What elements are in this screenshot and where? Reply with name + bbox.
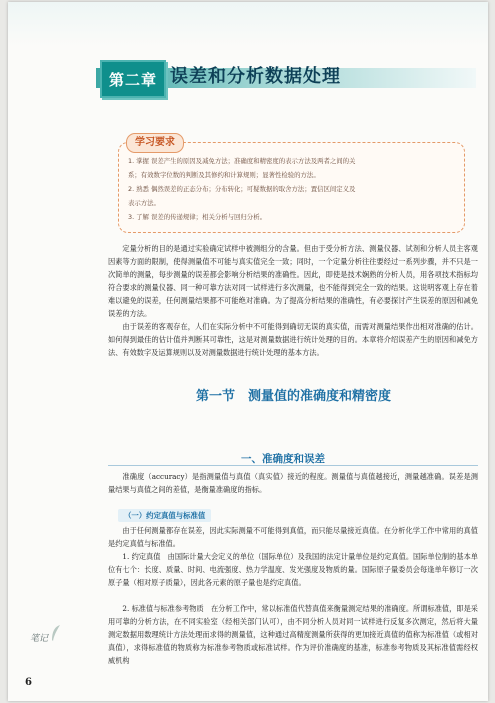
chapter-number: 第二章 <box>108 70 157 89</box>
chapter-title: 误差和分析数据处理 <box>170 66 341 87</box>
true-value-paragraph: 由于任何测量都存在误差，因此实际测量不可能得到真值，而只能尽量接近真值。在分析化学工作中常用的真值是约定真值与标准值。 <box>108 526 478 548</box>
notes-label: 笔记 <box>30 634 49 644</box>
feather-icon <box>50 624 62 642</box>
requirement-line: 系；有效数字位数的判断及其修约和计算规则；显著性检验的方法。 <box>128 171 320 179</box>
learning-requirements-tag: 学习要求 <box>126 133 184 153</box>
chapter-number-box <box>100 60 166 98</box>
requirement-line: 表示方法。 <box>128 199 160 207</box>
page-header-band <box>8 2 488 46</box>
accuracy-paragraph: 准确度（accuracy）是指测量值与真值（真实值）接近的程度。测量值与真值越接近，测量越准确。误差是测量结果与真值之间的差值，是衡量准确度的指标。 <box>108 472 478 494</box>
conventional-true-value-paragraph: 1. 约定真值 由国际计量大会定义的单位（国际单位）及我国的法定计量单位是约定真值。国际单位制的基本单位有七个：长度、质量、时间、电流强度、热力学温度、发光强度及物质的量。国际原子量委员会每逢单年修订一次原子量（相对原子质量），因此各元素的原子量也是约定真值。 <box>108 552 478 587</box>
textbook-page <box>8 2 488 701</box>
section-title: 第一节 测量值的准确度和精密度 <box>196 389 392 404</box>
subsection-divider <box>108 465 478 466</box>
page-number: 6 <box>25 677 32 688</box>
standard-value-paragraph: 2. 标准值与标准参考物质 在分析工作中，常以标准值代替真值来衡量测定结果的准确度。所谓标准值，即是采用可靠的分析方法，在不同实验室（经相关部门认可），由不同分析人员对同一试样进行反复多次测定，然后将大量测定数据用数理统计方法处理而求得的测量值，这种通过高精度测量所获得的更加接近真值的值称为标准值（或相对真值），求得标准值的物质称为标准参考物质或标准试样。作为评价准确度的基准，标准参考物质及其标准值需经权威机构 <box>108 604 478 665</box>
requirement-line: 1. 掌握 误差产生的原因及减免方法；准确度和精密度的表示方法及两者之间的关 <box>128 157 356 165</box>
subsection-title: 一、准确度和误差 <box>241 453 325 465</box>
requirement-line: 2. 熟悉 偶然误差的正态分布；分布转化；可疑数据的取舍方法；置信区间定义及 <box>128 185 356 193</box>
minor-heading: （一）约定真值与标准值 <box>118 509 211 522</box>
requirement-line: 3. 了解 误差的传递规律；相关分析与回归分析。 <box>128 213 266 221</box>
intro-paragraph-2: 由于误差的客观存在，人们在实际分析中不可能得到确切无误的真实值，而需对测量结果作出相对准确的估计。如何得到最佳的估计值并判断其可靠性，这是对测量数据进行统计处理的目的。本章将介绍误差产生的原因和减免方法、有效数字及运算规则以及对测量数据进行统计处理的基本方法。 <box>108 322 478 357</box>
intro-paragraph-1: 定量分析的目的是通过实验确定试样中被测组分的含量。但由于受分析方法、测量仪器、试剂和分析人员主客观因素等方面的限制，使得测量值不可能与真实值完全一致；同时，一个定量分析往往要经过一系列步骤，并不只是一次简单的测量，每步测量的误差都会影响分析结果的准确性。因此，即使是技术娴熟的分析人员，用各项技术指标均符合要求的测量仪器、同一种可靠方法对同一试样进行多次测量，也不能得到完全一致的结果。这说明客观上存在着难以避免的误差，任何测量结果都不可能绝对准确。为了提高分析结果的准确性，有必要探讨产生误差的原因和减免误差的方法。 <box>108 244 478 318</box>
